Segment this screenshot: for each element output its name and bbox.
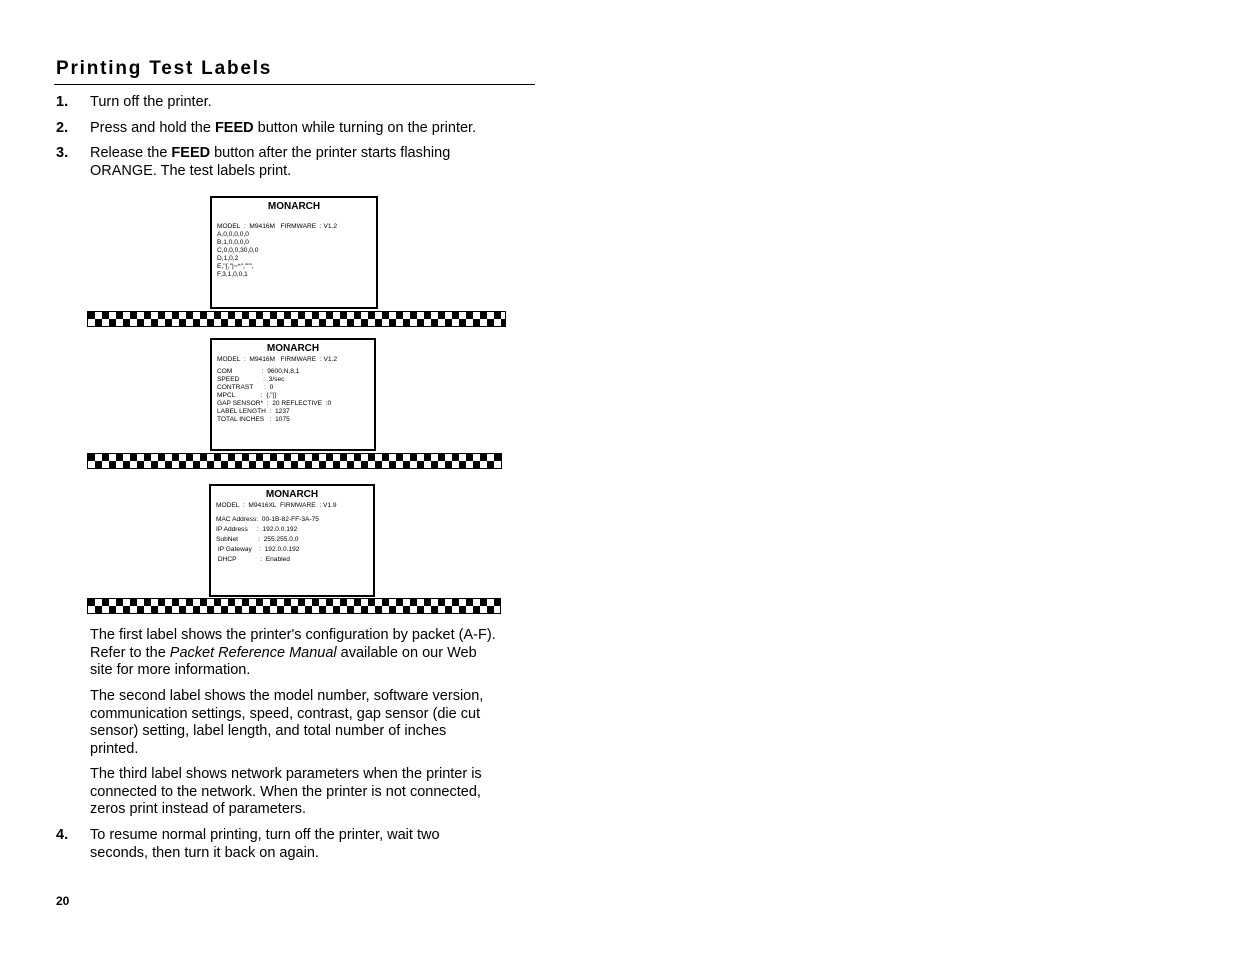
label-line: A,0,0,0,0,0 <box>217 231 249 238</box>
label-line: E,"{,"|~^",""", <box>217 263 254 270</box>
label-line: MODEL : M9416M FIRMWARE : V1.2 <box>217 356 338 363</box>
step-number: 2. <box>56 120 69 136</box>
label-line: LABEL LENGTH : 1237 <box>217 408 290 415</box>
checker-strip <box>87 598 501 614</box>
label-header: MONARCH <box>267 201 321 212</box>
checker-strip <box>87 311 506 327</box>
test-label-network <box>209 484 375 597</box>
label-line: MODEL : M9416XL FIRMWARE : V1.9 <box>216 502 337 509</box>
label-line: B,1,0,0,0,0 <box>217 239 249 246</box>
label-line: TOTAL INCHES : 1075 <box>217 416 290 423</box>
label-line: SPEED : 3/sec <box>217 376 285 383</box>
label-line: COM : 9600,N,8,1 <box>217 368 300 375</box>
paragraph-second-label: The second label shows the model number, software version, communication settings, speed, contrast, gap sensor (die cut sensor) setting, label length, and total number of inches printed. <box>90 688 484 757</box>
label-line: IP Address : 192.0.0.192 <box>216 526 298 533</box>
label-line: D,1,0,2 <box>217 255 239 262</box>
page-heading: Printing Test Labels <box>56 58 273 79</box>
label-line: CONTRAST : 0 <box>217 384 274 391</box>
step-number: 1. <box>56 94 69 110</box>
label-line: MPCL : {,"|} <box>217 392 277 399</box>
label-line: IP Gateway : 192.0.0.192 <box>216 546 300 553</box>
step-text: Press and hold the FEED button while turning on the printer. <box>90 120 477 136</box>
step-number: 4. <box>56 827 69 843</box>
label-header: MONARCH <box>265 489 319 500</box>
paragraph-third-label: The third label shows network parameters when the printer is connected to the network. When the printer is not connected, zeros print instead of parameters. <box>90 766 482 817</box>
paragraph-first-label: The first label shows the printer's configuration by packet (A-F). Refer to the Packet Reference Manual available on our Web site for more information. <box>90 627 496 678</box>
step-text: Release the FEED button after the printer starts flashing ORANGE. The test labels print. <box>90 145 451 179</box>
test-label-configuration <box>210 196 378 309</box>
heading-rule <box>54 84 535 85</box>
label-line: MODEL : M9416M FIRMWARE : V1.2 <box>217 223 338 230</box>
step-number: 3. <box>56 145 69 161</box>
test-label-settings <box>210 338 376 451</box>
label-line: GAP SENSOR* : 20 REFLECTIVE :0 <box>217 400 332 407</box>
label-line: F,3,1,0,0,1 <box>217 271 248 278</box>
label-header: MONARCH <box>266 343 320 354</box>
step-text: To resume normal printing, turn off the printer, wait two seconds, then turn it back on again. <box>90 827 440 861</box>
checker-strip <box>87 453 502 469</box>
label-line: MAC Address: 00-1B-82-FF-3A-75 <box>216 516 319 523</box>
step-text: Turn off the printer. <box>90 94 212 110</box>
label-line: SubNet : 255.255.0.0 <box>216 536 299 543</box>
label-line: DHCP : Enabled <box>216 556 290 563</box>
page-number: 20 <box>56 894 70 908</box>
label-line: C,0,0,0,30,0,0 <box>217 247 259 254</box>
